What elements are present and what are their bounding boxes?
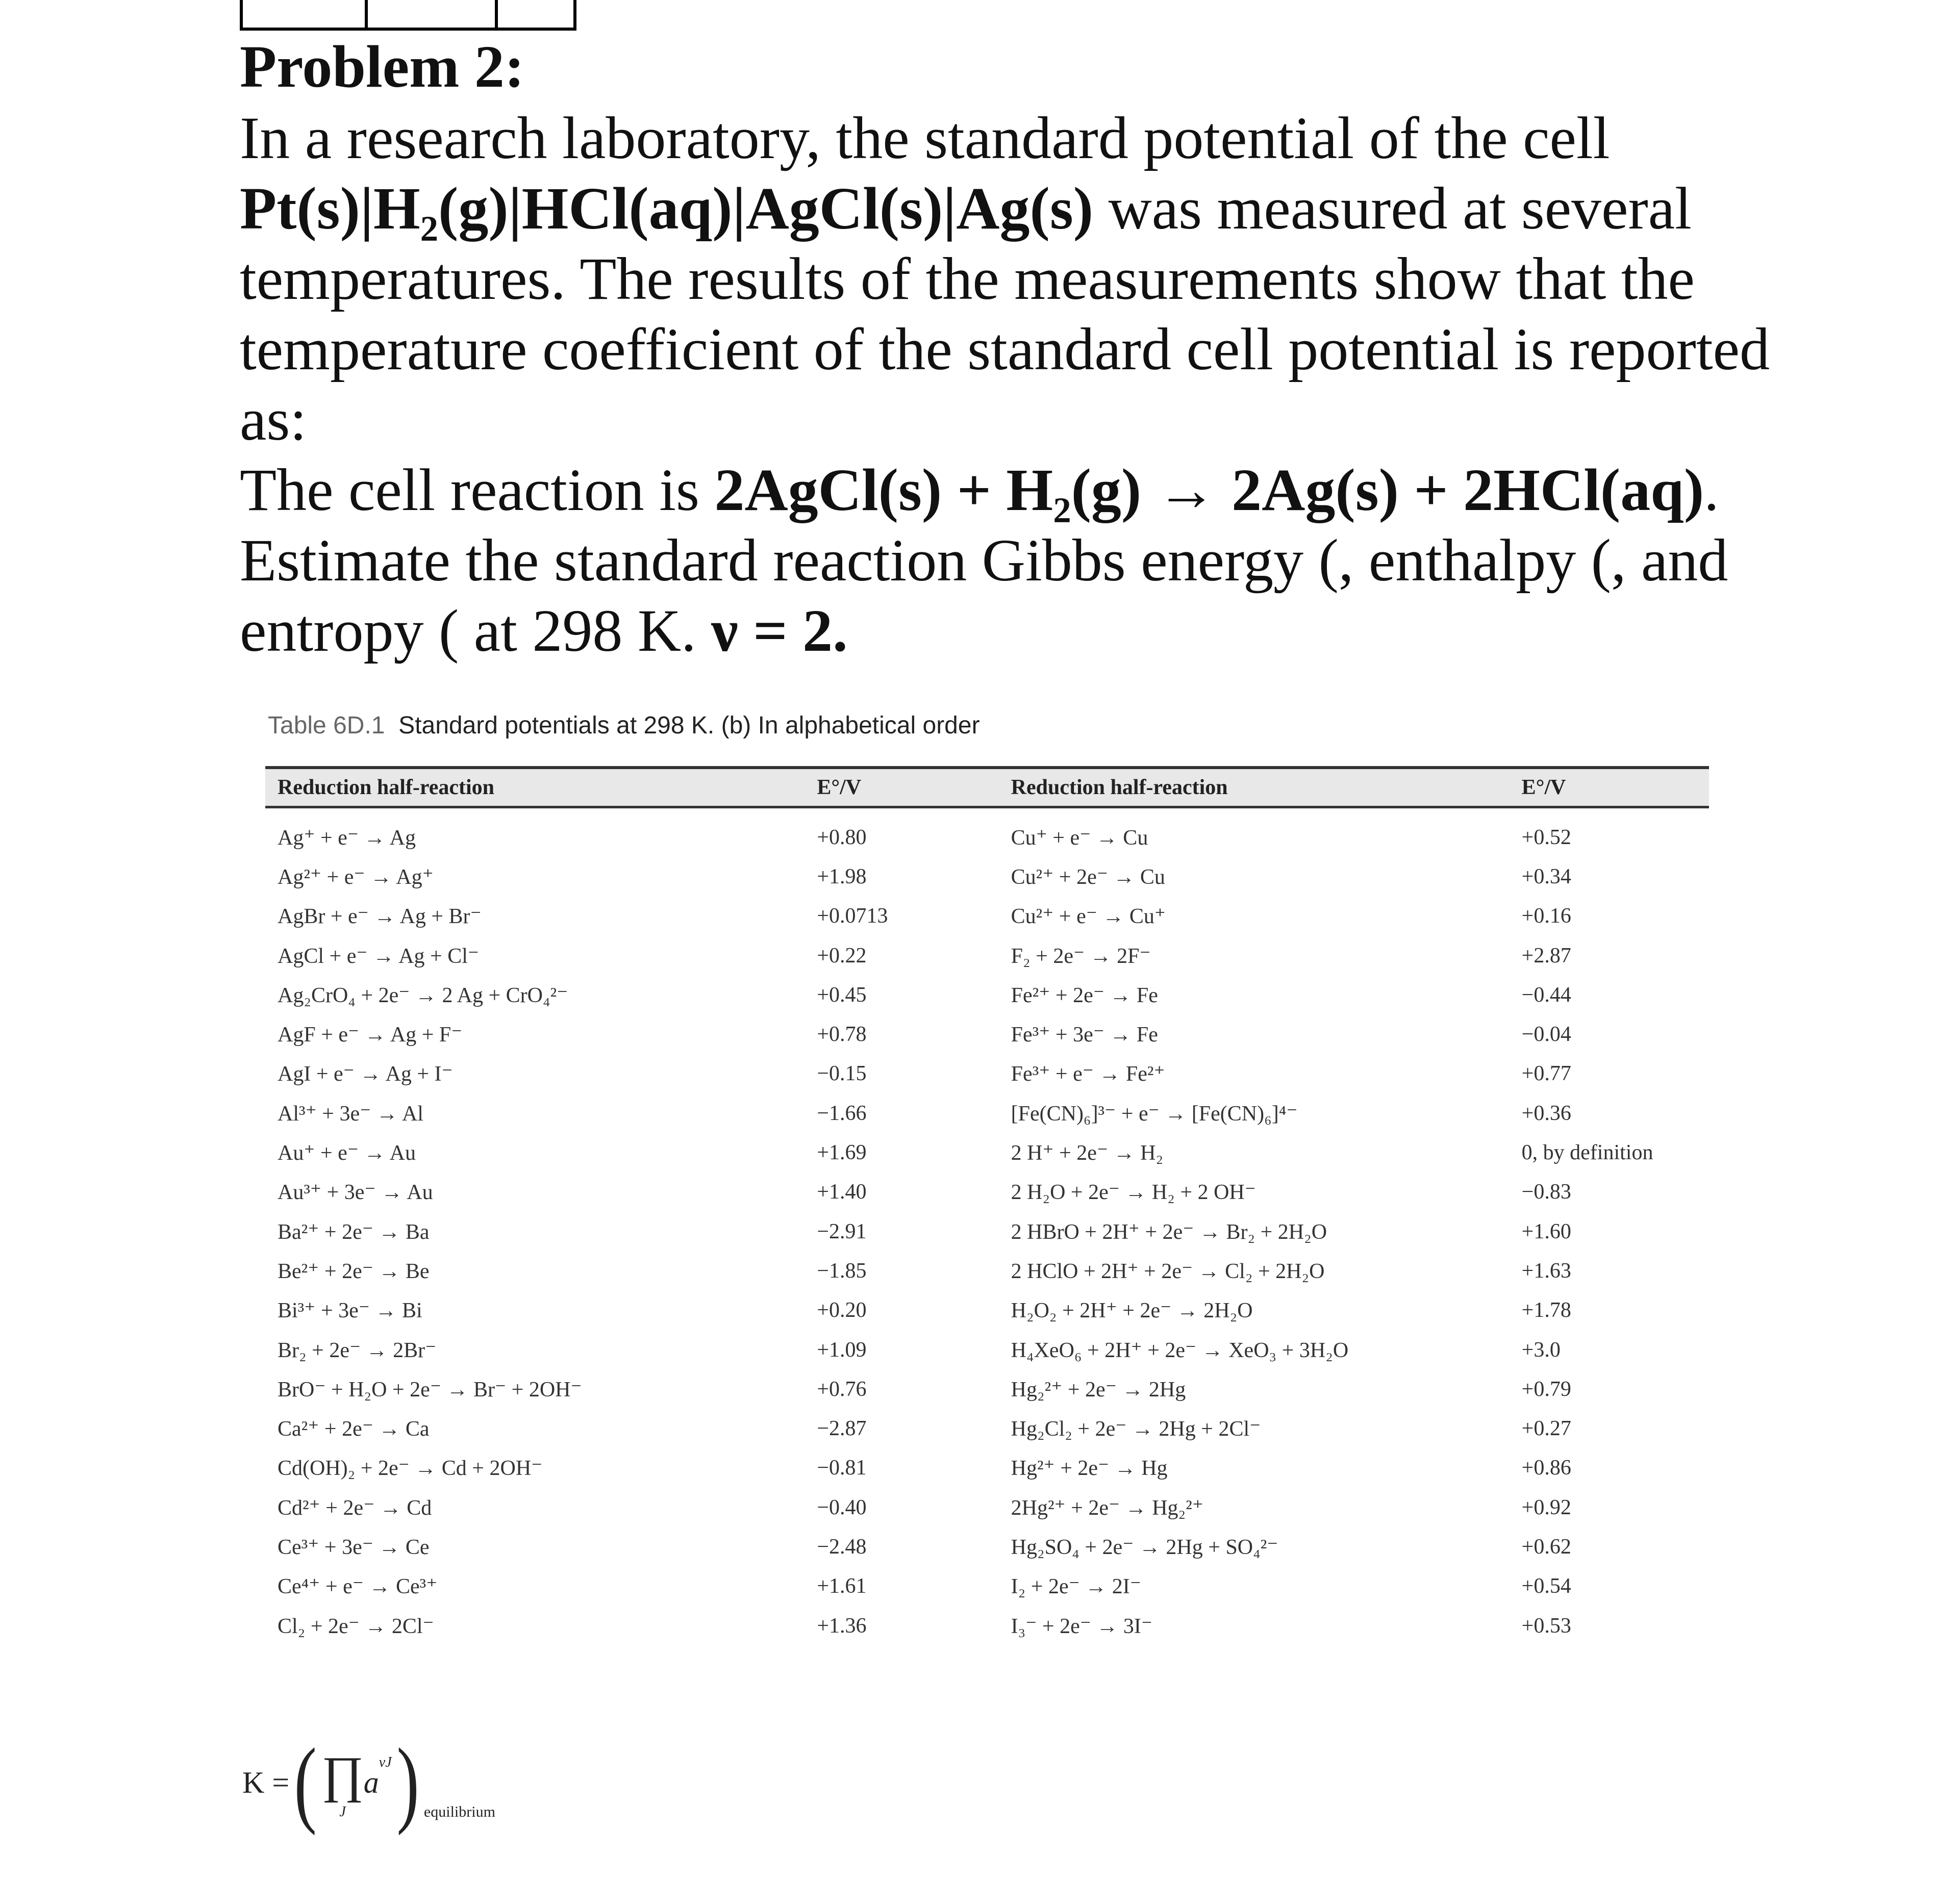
- half-reaction-cell: BrO⁻ + H₂O + 2e⁻ → Br⁻ + 2OH⁻: [278, 1378, 582, 1402]
- half-reaction-cell: Ag₂CrO₄ + 2e⁻ → 2 Ag + CrO₄²⁻: [278, 983, 568, 1007]
- potential-cell: +1.09: [817, 1338, 867, 1362]
- equilibrium-constant-formula: [242, 1729, 495, 1836]
- half-reaction-cell: Bi³⁺ + 3e⁻ → Bi: [278, 1299, 422, 1323]
- cell-reaction: 2AgCl(s) + H₂(g) → 2Ag(s) + 2HCl(aq): [714, 456, 1704, 523]
- half-reaction-cell: Ce³⁺ + 3e⁻ → Ce: [278, 1535, 430, 1559]
- estimate-text: Estimate the standard reaction Gibbs energy (, enthalpy (, and entropy ( at 298 K.: [240, 526, 1728, 664]
- half-reaction-cell: AgCl + e⁻ → Ag + Cl⁻: [278, 944, 480, 968]
- potential-cell: +1.61: [817, 1574, 867, 1598]
- half-reaction-cell: Al³⁺ + 3e⁻ → Al: [278, 1102, 423, 1126]
- potential-cell: −1.66: [817, 1101, 867, 1125]
- potential-cell: +1.98: [817, 864, 867, 888]
- header-reaction: Reduction half-reaction: [1011, 776, 1228, 799]
- table-row: [265, 1330, 1709, 1369]
- potential-cell: +0.86: [1521, 1456, 1571, 1480]
- reaction-suffix: .: [1704, 456, 1719, 523]
- half-reaction-cell: I₃⁻ + 2e⁻ → 3I⁻: [1011, 1614, 1153, 1638]
- left-paren: (: [294, 1729, 317, 1836]
- potential-cell: +0.92: [1521, 1495, 1571, 1519]
- table-row: [265, 1212, 1709, 1251]
- reaction-prefix: The cell reaction is: [240, 456, 715, 523]
- potential-cell: −2.91: [817, 1219, 867, 1243]
- table-row: [265, 1369, 1709, 1409]
- table-row: [265, 1448, 1709, 1488]
- half-reaction-cell: Fe³⁺ + e⁻ → Fe²⁺: [1011, 1062, 1165, 1086]
- half-reaction-cell: 2 H₂O + 2e⁻ → H₂ + 2 OH⁻: [1011, 1181, 1256, 1205]
- potential-cell: +0.77: [1521, 1062, 1571, 1086]
- half-reaction-cell: Ag⁺ + e⁻ → Ag: [278, 826, 416, 850]
- table-row: [265, 897, 1709, 936]
- problem-intro: In a research laboratory, the standard potential of the cell: [240, 104, 1610, 171]
- potential-cell: +3.0: [1521, 1338, 1561, 1362]
- half-reaction-cell: Cu²⁺ + 2e⁻ → Cu: [1011, 865, 1165, 889]
- potential-cell: +0.20: [817, 1299, 867, 1322]
- potential-cell: +1.69: [817, 1141, 867, 1165]
- potential-cell: +0.34: [1521, 864, 1571, 888]
- potential-cell: +0.52: [1521, 825, 1571, 849]
- half-reaction-cell: 2Hg²⁺ + 2e⁻ → Hg₂²⁺: [1011, 1496, 1203, 1520]
- standard-potentials-table: [265, 766, 1709, 1645]
- product-index: J: [339, 1803, 346, 1820]
- potential-cell: +0.80: [817, 825, 867, 849]
- header-potential: E°/V: [1521, 776, 1566, 799]
- table-body: [265, 807, 1709, 1646]
- activity-exponent: νJ: [379, 1754, 392, 1770]
- half-reaction-cell: Cd²⁺ + 2e⁻ → Cd: [278, 1496, 432, 1520]
- table-row: [265, 1291, 1709, 1330]
- table-row: [265, 936, 1709, 975]
- potential-cell: −0.15: [817, 1062, 867, 1086]
- half-reaction-cell: Hg₂²⁺ + 2e⁻ → 2Hg: [1011, 1378, 1186, 1402]
- half-reaction-cell: [Fe(CN)₆]³⁻ + e⁻ → [Fe(CN)₆]⁴⁻: [1011, 1102, 1298, 1126]
- half-reaction-cell: 2 H⁺ + 2e⁻ → H₂: [1011, 1141, 1164, 1165]
- activity-term: a: [363, 1765, 379, 1799]
- table-caption: [268, 711, 980, 740]
- half-reaction-cell: AgI + e⁻ → Ag + I⁻: [278, 1062, 453, 1086]
- half-reaction-cell: Ag²⁺ + e⁻ → Ag⁺: [278, 865, 434, 889]
- potential-cell: −2.87: [817, 1417, 867, 1441]
- header-potential: E°/V: [817, 776, 862, 799]
- equilibrium-subscript: equilibrium: [423, 1803, 495, 1820]
- half-reaction-cell: AgBr + e⁻ → Ag + Br⁻: [278, 905, 482, 929]
- table-row: [265, 1409, 1709, 1448]
- potential-cell: −0.40: [817, 1495, 867, 1519]
- product-symbol: ∏: [321, 1746, 364, 1803]
- potential-cell: −0.04: [1521, 1023, 1571, 1047]
- problem-statement: [240, 31, 1770, 666]
- table-row: [265, 1093, 1709, 1133]
- nu-value: ν = 2.: [711, 597, 848, 664]
- potential-cell: +0.54: [1521, 1574, 1571, 1598]
- potential-cell: +2.87: [1521, 944, 1571, 968]
- table-row: [265, 1133, 1709, 1172]
- half-reaction-cell: Ca²⁺ + 2e⁻ → Ca: [278, 1417, 430, 1441]
- table-caption-text: Standard potentials at 298 K. (b) In alphabetical order: [398, 712, 980, 739]
- table-row: [265, 975, 1709, 1014]
- half-reaction-cell: 2 HClO + 2H⁺ + 2e⁻ → Cl₂ + 2H₂O: [1011, 1259, 1325, 1283]
- potential-cell: +1.40: [817, 1180, 867, 1204]
- cell-notation: Pt(s)|H₂(g)|HCl(aq)|AgCl(s)|Ag(s): [240, 174, 1094, 242]
- potential-cell: +0.0713: [817, 904, 888, 928]
- half-reaction-cell: Cu²⁺ + e⁻ → Cu⁺: [1011, 905, 1166, 929]
- half-reaction-cell: Be²⁺ + 2e⁻ → Be: [278, 1259, 430, 1283]
- potential-cell: +1.63: [1521, 1259, 1571, 1283]
- potential-cell: +0.62: [1521, 1535, 1571, 1559]
- half-reaction-cell: Fe³⁺ + 3e⁻ → Fe: [1011, 1023, 1158, 1047]
- table-row: [265, 807, 1709, 857]
- product-block: [321, 1745, 363, 1820]
- reaction-line: [240, 455, 1770, 525]
- potential-cell: +0.76: [817, 1377, 867, 1401]
- half-reaction-cell: I₂ + 2e⁻ → 2I⁻: [1011, 1575, 1141, 1599]
- estimate-line: [240, 525, 1770, 666]
- half-reaction-cell: Au³⁺ + 3e⁻ → Au: [278, 1181, 433, 1205]
- formula-lhs: K =: [242, 1765, 290, 1799]
- potential-cell: +1.60: [1521, 1219, 1571, 1243]
- potentials-table: [265, 766, 1709, 1645]
- right-paren: ): [396, 1729, 419, 1836]
- potential-cell: +0.16: [1521, 904, 1571, 928]
- potential-cell: +0.36: [1521, 1101, 1571, 1125]
- half-reaction-cell: H₄XeO₆ + 2H⁺ + 2e⁻ → XeO₃ + 3H₂O: [1011, 1338, 1349, 1362]
- table-caption-label: Table 6D.1: [268, 712, 385, 739]
- half-reaction-cell: Cu⁺ + e⁻ → Cu: [1011, 826, 1148, 850]
- half-reaction-cell: AgF + e⁻ → Ag + F⁻: [278, 1023, 463, 1047]
- half-reaction-cell: Fe²⁺ + 2e⁻ → Fe: [1011, 983, 1158, 1007]
- potential-cell: +1.36: [817, 1614, 867, 1638]
- table-header-row: [265, 768, 1709, 807]
- potential-cell: +0.27: [1521, 1417, 1571, 1441]
- table-row: [265, 1527, 1709, 1566]
- table-row: [265, 1251, 1709, 1290]
- half-reaction-cell: Hg²⁺ + 2e⁻ → Hg: [1011, 1457, 1168, 1481]
- half-reaction-cell: H₂O₂ + 2H⁺ + 2e⁻ → 2H₂O: [1011, 1299, 1253, 1323]
- table-row: [265, 1488, 1709, 1527]
- table-row: [265, 1173, 1709, 1212]
- half-reaction-cell: Hg₂SO₄ + 2e⁻ → 2Hg + SO₄²⁻: [1011, 1535, 1278, 1559]
- table-row: [265, 1567, 1709, 1606]
- problem-paragraph: [240, 103, 1770, 455]
- potential-cell: +1.78: [1521, 1299, 1571, 1322]
- header-reaction: Reduction half-reaction: [278, 776, 495, 799]
- half-reaction-cell: Cd(OH)₂ + 2e⁻ → Cd + 2OH⁻: [278, 1457, 543, 1481]
- potential-cell: −2.48: [817, 1535, 867, 1559]
- half-reaction-cell: Au⁺ + e⁻ → Au: [278, 1141, 416, 1165]
- potential-cell: −0.81: [817, 1456, 867, 1480]
- half-reaction-cell: F₂ + 2e⁻ → 2F⁻: [1011, 944, 1151, 968]
- answer-box-grid: [240, 0, 576, 31]
- half-reaction-cell: Br₂ + 2e⁻ → 2Br⁻: [278, 1338, 437, 1362]
- potential-cell: −0.83: [1521, 1180, 1571, 1204]
- potential-cell: −1.85: [817, 1259, 867, 1283]
- potential-cell: 0, by definition: [1521, 1141, 1653, 1165]
- half-reaction-cell: Hg₂Cl₂ + 2e⁻ → 2Hg + 2Cl⁻: [1011, 1417, 1261, 1441]
- table-row: [265, 1606, 1709, 1645]
- problem-title: Problem 2:: [240, 33, 525, 100]
- table-row: [265, 1014, 1709, 1054]
- potential-cell: +0.78: [817, 1023, 867, 1047]
- potential-cell: −0.44: [1521, 983, 1571, 1007]
- half-reaction-cell: Ce⁴⁺ + e⁻ → Ce³⁺: [278, 1575, 438, 1599]
- half-reaction-cell: Ba²⁺ + 2e⁻ → Ba: [278, 1220, 430, 1244]
- answer-box-cell: [498, 0, 573, 28]
- table-row: [265, 1054, 1709, 1093]
- answer-box-cell: [368, 0, 498, 28]
- problem-after-cell: was measured at several temperatures. The results of the measurements show that the temperature coefficient of the standard cell potential is reported as:: [240, 174, 1770, 453]
- potential-cell: +0.45: [817, 983, 867, 1007]
- half-reaction-cell: 2 HBrO + 2H⁺ + 2e⁻ → Br₂ + 2H₂O: [1011, 1220, 1327, 1244]
- potential-cell: +0.79: [1521, 1377, 1571, 1401]
- answer-box-cell: [243, 0, 368, 28]
- potential-cell: +0.53: [1521, 1614, 1571, 1638]
- half-reaction-cell: Cl₂ + 2e⁻ → 2Cl⁻: [278, 1614, 434, 1638]
- table-row: [265, 857, 1709, 896]
- potential-cell: +0.22: [817, 944, 867, 968]
